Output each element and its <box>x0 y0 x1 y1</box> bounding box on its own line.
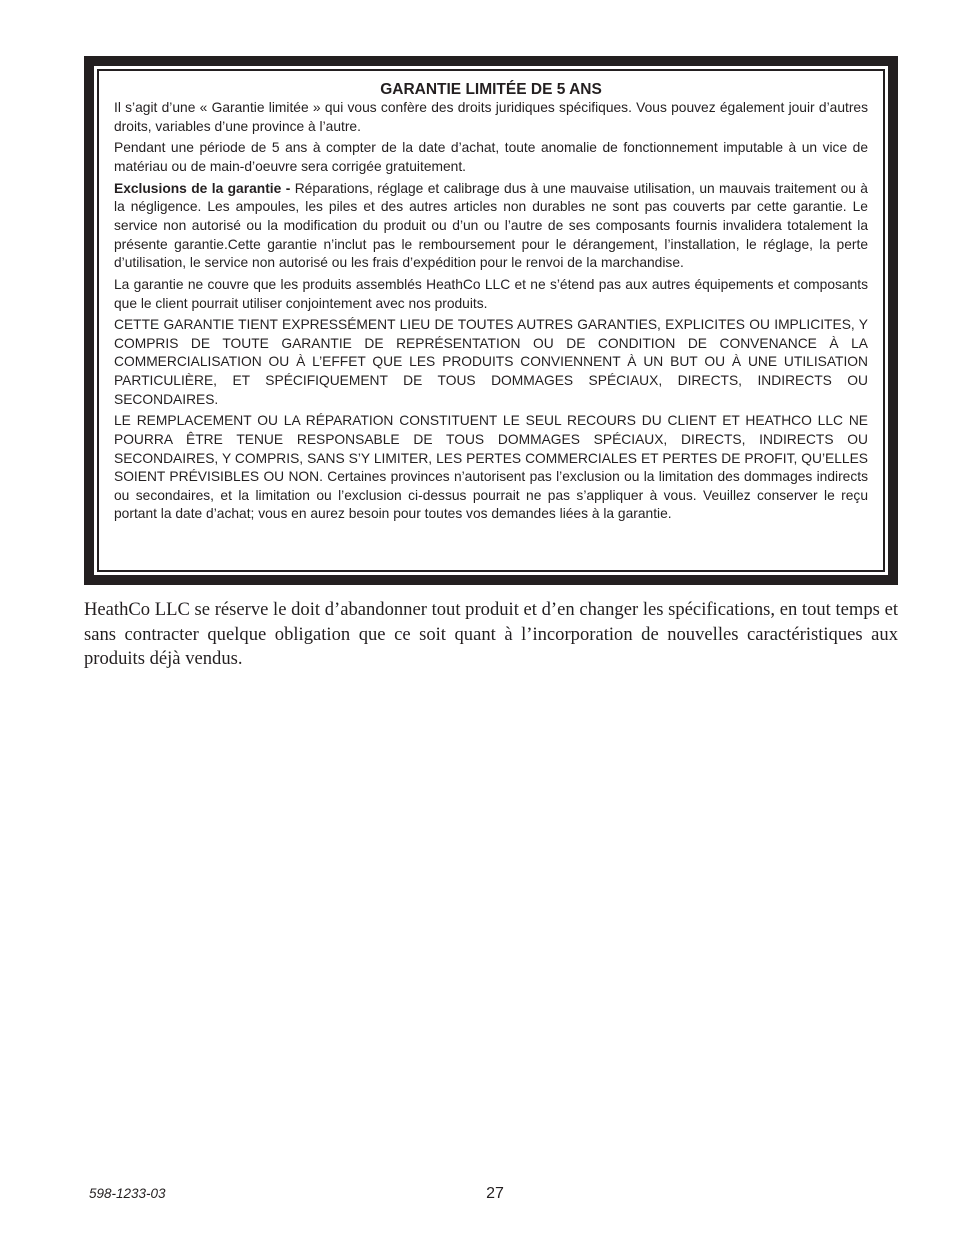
warranty-paragraph-disclaimer: CETTE GARANTIE TIENT EXPRESSÉMENT LIEU DE TOUTES AUTRES GARANTIES, EXPLICITES OU IMPLICITES, Y COMPRIS DE TOUTE GARANTIE DE REPRÉSENTATION OU DE CONDITION DE CONVENANCE À LA COMMERCIALISATION OU À L’EFFET QUE LES PRODUITS CONVIENNENT À UN BUT OU À UNE UTILISATION PARTICULIÈRE, ET SPÉCIFIQUEMENT DE TOUS DOMMAGES SPÉCIAUX, DIRECTS, INDIRECTS OU SECONDAIRES. <box>114 317 868 407</box>
warranty-title: GARANTIE LIMITÉE DE 5 ANS <box>380 81 602 98</box>
warranty-box-inner-margin <box>94 66 888 575</box>
page-number: 27 <box>486 1185 504 1202</box>
warranty-content <box>97 69 885 572</box>
exclusions-label: Exclusions de la garantie - <box>114 180 291 196</box>
warranty-paragraph-period: Pendant une période de 5 ans à compter de la date d’achat, toute anomalie de fonctionnement imputable à un vice de matériau ou de main-d’oeuvre sera corrigée gratuitement. <box>114 140 868 174</box>
document-number: 598-1233-03 <box>89 1186 166 1201</box>
warranty-paragraph-exclusions <box>114 180 868 273</box>
warranty-paragraph-coverage: La garantie ne couvre que les produits assemblés HeathCo LLC et ne s’étend pas aux autres équipements et composants que le client pourrait utiliser conjointement avec nos produits. <box>114 276 868 311</box>
warranty-paragraph-remedy: LE REMPLACEMENT OU LA RÉPARATION CONSTITUENT LE SEUL RECOURS DU CLIENT ET HEATHCO LLC NE POURRA ÊTRE TENUE RESPONSABLE DE TOUS DOMMAGES SPÉCIAUX, DIRECTS, INDIRECTS OU SECONDAIRES, Y COMPRIS, SANS S’Y LIMITER, LES PERTES COMMERCIALES ET PERTES DE PROFIT, QU’ELLES SOIENT PRÉVISIBLES OU NON. Certaines provinces n’autorisent pas l’exclusion ou la limitation des dommages indirects ou secondaires, et la limitation ou l’exclusion ci-dessus pourrait ne pas s’appliquer à vous. Veuillez conserver le reçu portant la date d’achat; vous en aurez besoin pour toutes vos demandes liées à la garantie. <box>114 413 868 522</box>
warranty-paragraph-rights: Il s’agit d’une « Garantie limitée » qui vous confère des droits juridiques spécifiques. Vous pouvez également jouir d’autres droits, variables d’une province à l’autre. <box>114 100 868 134</box>
closing-statement: HeathCo LLC se réserve le doit d’abandonner tout produit et d’en changer les spécifications, en tout temps et sans contracter quelque obligation que ce soit quant à l’incorporation de nouvelles caractéristiques aux produits déjà vendus. <box>84 599 898 669</box>
warranty-box <box>84 56 898 585</box>
exclusions-text: Réparations, réglage et calibrage dus à une mauvaise utilisation, un mauvais traitement ou à la négligence. Les ampoules, les piles et des autres articles non durables ne sont pas couverts par cette garantie. Le service non autorisé ou la modification du produit ou d’un ou l’autre de ses composants fournis invalidera totalement la présente garantie.Cette garantie n’inclut pas le remboursement pour le dérangement, l’installation, le réglage, la perte d’utilisation, le service non autorisé ou les frais d’expédition pour le renvoi de la marchandise. <box>114 180 868 271</box>
